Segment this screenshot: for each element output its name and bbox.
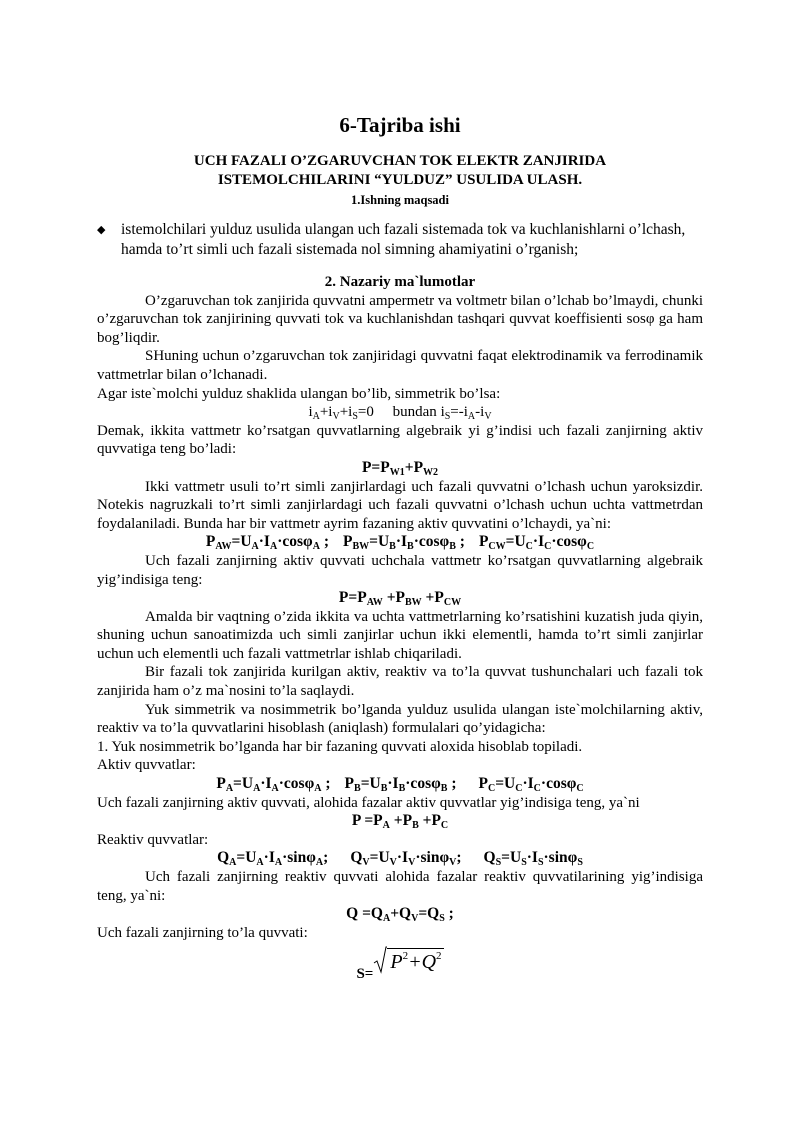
objective-text: istemolchilari yulduz usulida ulangan uch fazali sistemada tok va kuchlanishlarni o’lchash, hamda to’rt simli uch fazali sistemada nol simning ahamiyatini o’rganish; xyxy=(121,221,686,258)
paragraph-14: Uch fazali zanjirning reaktiv quvvati alohida fazalar reaktiv quvvatilarining yig’indisiga teng, ya`ni: xyxy=(97,869,703,904)
document-heading-line1: UCH FAZALI O’ZGARUVCHAN TOK ELEKTR ZANJIRIDA xyxy=(193,153,607,169)
paragraph-10: 1. Yuk nosimmetrik bo’lganda har bir fazaning quvvati aloxida hisoblab topiladi. xyxy=(97,738,583,755)
objective-bullet xyxy=(97,220,703,260)
bundan-word: bundan xyxy=(392,404,437,421)
paragraph-15: Uch fazali zanjirning to’la quvvati: xyxy=(97,924,308,941)
formula-three-wattmeter-sum: $P=P_{AW} +P_{BW} +P_{CW}$ xyxy=(338,589,462,609)
document-page xyxy=(97,112,703,984)
formula-active-sum: $P =P_A +P_B +P_C$ xyxy=(351,812,449,832)
document-title: 6-Tajriba ishi xyxy=(339,113,461,137)
formula-apparent-lhs: S= xyxy=(356,966,374,983)
document-heading-line2: ISTEMOLCHILARINI “YULDUZ” USULIDA ULASH. xyxy=(217,172,583,188)
paragraph-7: Amalda bir vaqtning o’zida ikkita va uchta vattmetrlarning ko’rsatishini kuzatish juda qiyin, shuning uchun sanoatimizda uch simli zanjirlar uchun ikki elementli, hamda to’rt simli zanjirlar uchun uch elementli uch fazali vattmetrlar ishlab chiqariladi. xyxy=(97,608,703,662)
paragraph-3: Agar iste`molchi yulduz shaklida ulangan bo’lib, simmetrik bo’lsa: xyxy=(97,385,501,402)
paragraph-6: Uch fazali zanjirning aktiv quvvati uchchala vattmetr ko’rsatgan quvvatlarning algebraik yig’indisiga teng: xyxy=(97,552,703,588)
paragraph-8: Bir fazali tok zanjirida kurilgan aktiv, reaktiv va to’la quvvat tushunchalari uch fazali tok zanjirida ham o’z ma`nosini to’la saqlaydi. xyxy=(97,664,703,700)
sqrt-symbol: $P^2+Q^2$ xyxy=(373,948,443,974)
formula-phase-wattmeters: $P_{AW}=U_A\cdot I_A\cdot\cos\varphi_A$ ; $P_{BW}=U_B\cdot I_B\cdot\cos\varphi_B$ ; $P_{CW}=U_C\cdot I_C\cdot\cos\varphi_C$ xyxy=(205,533,595,553)
paragraph-4: Demak, ikkita vattmetr ko’rsatgan quvvatlarning algebraik yi g’indisi uch fazali zanjirning aktiv quvvatiga teng bo’ladi: xyxy=(97,422,703,458)
section2-heading: 2. Nazariy ma`lumotlar xyxy=(324,274,476,290)
paragraph-9: Yuk simmetrik va nosimmetrik bo’lganda yulduz usulida ulangan iste`molchilarning aktiv, reaktiv va to’la quvvatlarini hisoblash (aniqlash) formulalari qo’yidagicha: xyxy=(97,701,703,737)
paragraph-1: O’zgaruvchan tok zanjirida quvvatni ampermetr va voltmetr bilan o’lchab bo’lmaydi, chunki o’zgaruvchan tok zanjirining quvvati tok va kuchlanishdan tashqari quvvat koeffisienti sosφ ga ham bog’liqdir. xyxy=(97,292,703,346)
paragraph-5: Ikki vattmetr usuli to’rt simli zanjirlardagi uch fazali quvvatni o’lchash uchun yaroksizdir. Notekis nagruzkali to’rt simli zanjirlardagi uch fazali quvvatni o’lchash uchun uchta vattmetrdan foydalaniladi. Bunda har bir vattmetr ayrim fazaning aktiv quvvatini o’lchaydi, ya`ni: xyxy=(97,478,703,532)
paragraph-11: Aktiv quvvatlar: xyxy=(97,757,196,774)
section1-heading: 1.Ishning maqsadi xyxy=(351,193,449,207)
formula-apparent-power xyxy=(97,948,703,984)
formula-reactive-sum: $Q =Q_A+Q_V=Q_S$ ; xyxy=(346,905,454,925)
paragraph-2: SHuning uchun o’zgaruvchan tok zanjiridagi quvvatni faqat elektrodinamik va ferrodinamik vattmetrlar bilan o’lchanadi. xyxy=(97,348,703,383)
formula-active-powers: $P_A=U_A\cdot I_A\cdot\cos\varphi_A$ ; $P_B=U_B\cdot I_B\cdot\cos\varphi_B$ ; $P_C=U_C\cdot I_C\cdot\cos\varphi_C$ xyxy=(216,775,584,795)
formula-currents: $i_A+i_V+i_S=0$ bundan $i_S=-i_A-i_V$ xyxy=(308,404,492,423)
paragraph-13: Reaktiv quvvatlar: xyxy=(97,831,209,848)
diamond-bullet-icon: ◆ xyxy=(97,224,106,236)
formula-two-wattmeter: $P=P_{W1}+P_{W2}$ xyxy=(361,458,439,478)
paragraph-12: Uch fazali zanjirning aktiv quvvati, alohida fazalar aktiv quvvatlar yig’indisiga teng, ya`ni xyxy=(97,794,640,811)
formula-reactive-powers: $Q_A=U_A\cdot I_A\cdot\sin\varphi_A$; $Q_V=U_V\cdot I_V\cdot\sin\varphi_V$; $Q_S=U_S\cdot I_S\cdot\sin\varphi_S$ xyxy=(217,849,583,869)
